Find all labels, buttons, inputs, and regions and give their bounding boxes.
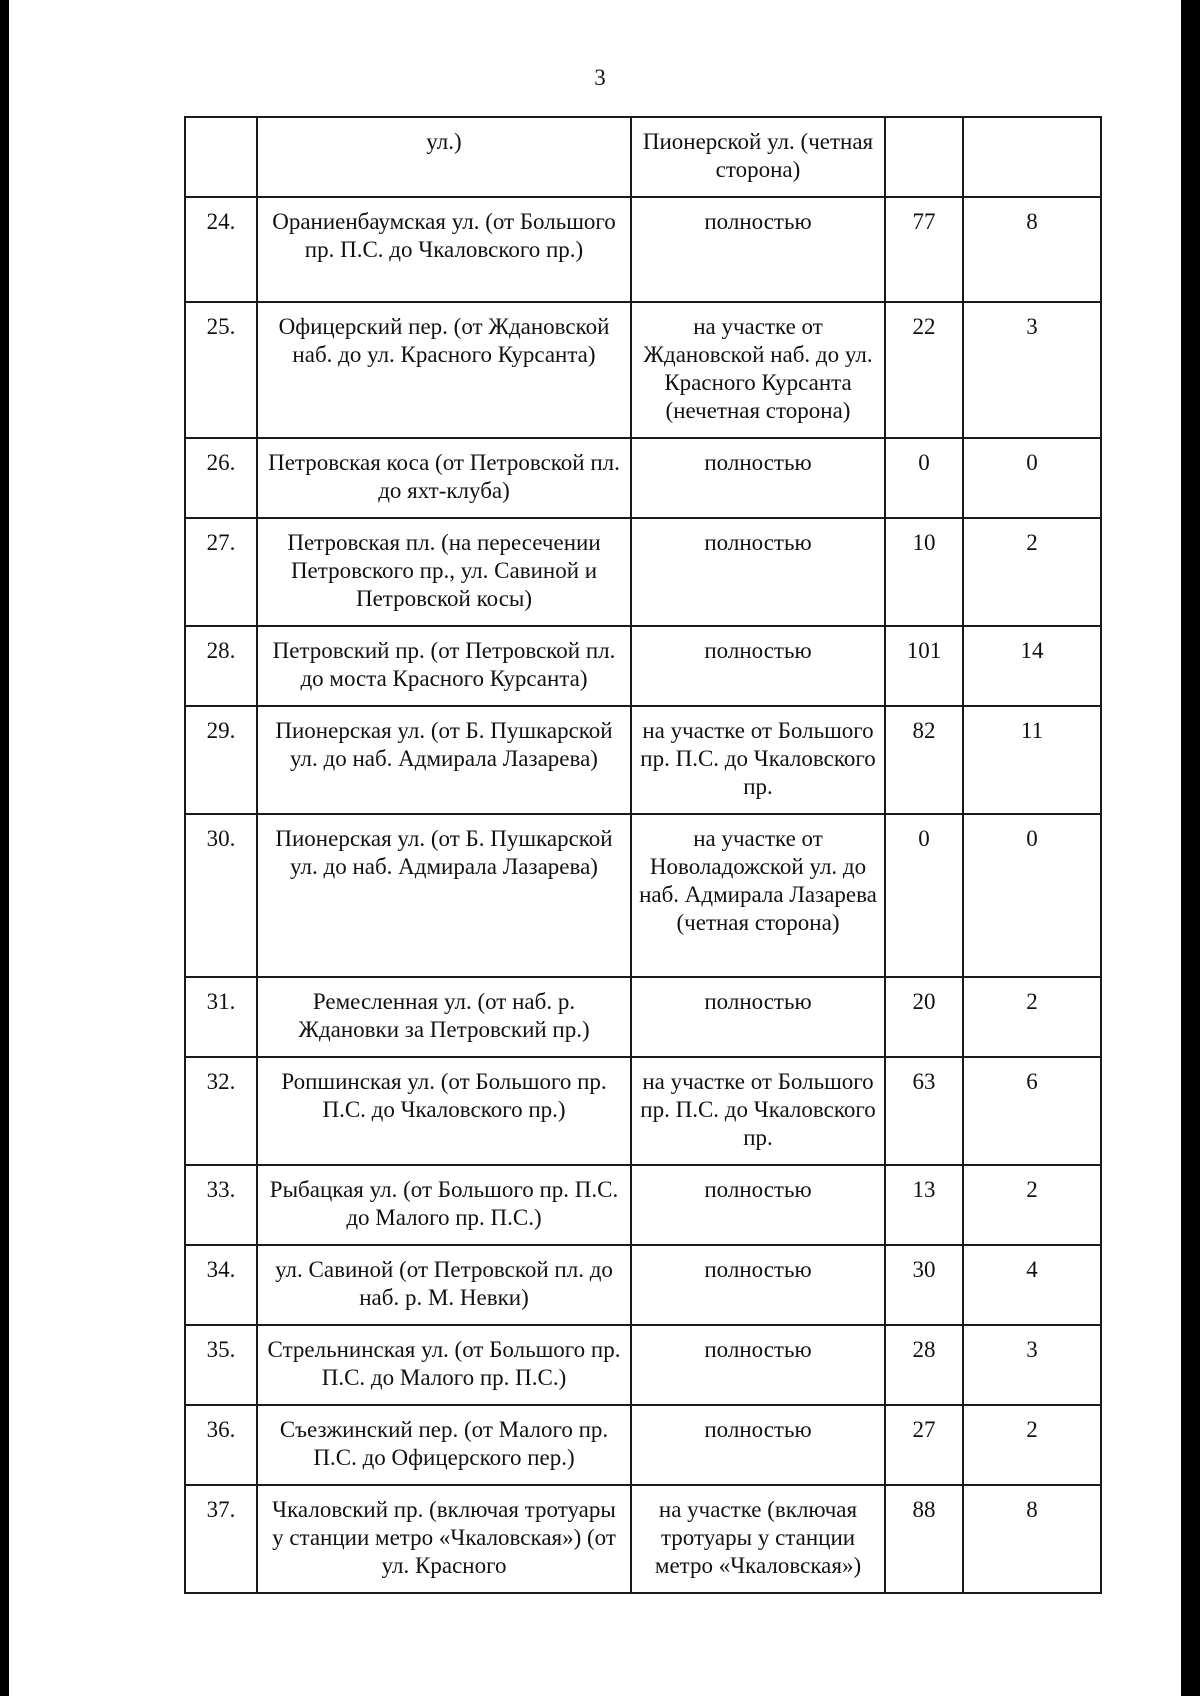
count-a: 82	[885, 706, 963, 814]
count-a	[885, 117, 963, 197]
table-row	[185, 438, 1101, 518]
street-section: полностью	[631, 1325, 885, 1405]
street-name: Ремесленная ул. (от наб. р. Ждановки за Петровский пр.)	[257, 977, 631, 1057]
count-a: 63	[885, 1057, 963, 1165]
count-a: 10	[885, 518, 963, 626]
street-name: Рыбацкая ул. (от Большого пр. П.С. до Малого пр. П.С.)	[257, 1165, 631, 1245]
street-section: полностью	[631, 1405, 885, 1485]
street-name: Ораниенбаумская ул. (от Большого пр. П.С. до Чкаловского пр.)	[257, 197, 631, 302]
street-name: Чкаловский пр. (включая тротуары у станции метро «Чкаловская») (от ул. Красного	[257, 1485, 631, 1593]
street-section: полностью	[631, 438, 885, 518]
count-b: 4	[963, 1245, 1101, 1325]
count-a: 27	[885, 1405, 963, 1485]
street-name: Пионерская ул. (от Б. Пушкарской ул. до наб. Адмирала Лазарева)	[257, 706, 631, 814]
count-b: 14	[963, 626, 1101, 706]
table-row	[185, 302, 1101, 438]
table-row	[185, 1325, 1101, 1405]
row-number: 30.	[185, 814, 257, 977]
count-a: 30	[885, 1245, 963, 1325]
street-name: Ропшинская ул. (от Большого пр. П.С. до Чкаловского пр.)	[257, 1057, 631, 1165]
row-number: 26.	[185, 438, 257, 518]
count-a: 77	[885, 197, 963, 302]
count-b	[963, 117, 1101, 197]
row-number: 32.	[185, 1057, 257, 1165]
streets-table	[184, 116, 1102, 1594]
count-a: 20	[885, 977, 963, 1057]
street-name: Стрельнинская ул. (от Большого пр. П.С. до Малого пр. П.С.)	[257, 1325, 631, 1405]
street-section: на участке от Большого пр. П.С. до Чкаловского пр.	[631, 706, 885, 814]
table-row	[185, 1405, 1101, 1485]
street-section: полностью	[631, 197, 885, 302]
count-b: 2	[963, 977, 1101, 1057]
street-section: полностью	[631, 1245, 885, 1325]
street-name: ул.)	[257, 117, 631, 197]
row-number: 36.	[185, 1405, 257, 1485]
table-row	[185, 1485, 1101, 1593]
count-a: 0	[885, 438, 963, 518]
count-a: 13	[885, 1165, 963, 1245]
row-number: 25.	[185, 302, 257, 438]
count-b: 2	[963, 1165, 1101, 1245]
street-section: на участке от Большого пр. П.С. до Чкаловского пр.	[631, 1057, 885, 1165]
table-row	[185, 518, 1101, 626]
count-a: 28	[885, 1325, 963, 1405]
row-number: 35.	[185, 1325, 257, 1405]
page-number: 3	[594, 65, 606, 90]
row-number: 37.	[185, 1485, 257, 1593]
row-number: 29.	[185, 706, 257, 814]
count-b: 8	[963, 1485, 1101, 1593]
row-number: 34.	[185, 1245, 257, 1325]
row-number: 33.	[185, 1165, 257, 1245]
count-b: 0	[963, 814, 1101, 977]
table-row	[185, 814, 1101, 977]
street-name: Пионерская ул. (от Б. Пушкарской ул. до наб. Адмирала Лазарева)	[257, 814, 631, 977]
street-section: полностью	[631, 626, 885, 706]
street-section: полностью	[631, 518, 885, 626]
table-row	[185, 1057, 1101, 1165]
table-row	[185, 626, 1101, 706]
street-section: на участке (включая тротуары у станции метро «Чкаловская»)	[631, 1485, 885, 1593]
count-b: 6	[963, 1057, 1101, 1165]
row-number: 28.	[185, 626, 257, 706]
street-name: Съезжинский пер. (от Малого пр. П.С. до Офицерского пер.)	[257, 1405, 631, 1485]
row-number	[185, 117, 257, 197]
street-section: на участке от Новоладожской ул. до наб. Адмирала Лазарева (четная сторона)	[631, 814, 885, 977]
street-name: Офицерский пер. (от Ждановской наб. до ул. Красного Курсанта)	[257, 302, 631, 438]
count-a: 88	[885, 1485, 963, 1593]
row-number: 24.	[185, 197, 257, 302]
count-a: 101	[885, 626, 963, 706]
table-row	[185, 706, 1101, 814]
table-row	[185, 117, 1101, 197]
row-number: 31.	[185, 977, 257, 1057]
count-b: 0	[963, 438, 1101, 518]
table-row	[185, 1245, 1101, 1325]
street-section: Пионерской ул. (четная сторона)	[631, 117, 885, 197]
street-name: ул. Савиной (от Петровской пл. до наб. р. М. Невки)	[257, 1245, 631, 1325]
scan-edge-left	[0, 0, 9, 1696]
count-b: 8	[963, 197, 1101, 302]
count-b: 3	[963, 302, 1101, 438]
street-name: Петровская пл. (на пересечении Петровского пр., ул. Савиной и Петровской косы)	[257, 518, 631, 626]
street-section: на участке от Ждановской наб. до ул. Красного Курсанта (нечетная сторона)	[631, 302, 885, 438]
street-name: Петровский пр. (от Петровской пл. до моста Красного Курсанта)	[257, 626, 631, 706]
count-b: 2	[963, 1405, 1101, 1485]
count-a: 0	[885, 814, 963, 977]
street-section: полностью	[631, 1165, 885, 1245]
street-name: Петровская коса (от Петровской пл. до яхт-клуба)	[257, 438, 631, 518]
scan-edge-right	[1181, 0, 1200, 1696]
count-b: 3	[963, 1325, 1101, 1405]
count-b: 2	[963, 518, 1101, 626]
table-row	[185, 977, 1101, 1057]
row-number: 27.	[185, 518, 257, 626]
count-b: 11	[963, 706, 1101, 814]
table-row	[185, 197, 1101, 302]
count-a: 22	[885, 302, 963, 438]
table-row	[185, 1165, 1101, 1245]
street-section: полностью	[631, 977, 885, 1057]
